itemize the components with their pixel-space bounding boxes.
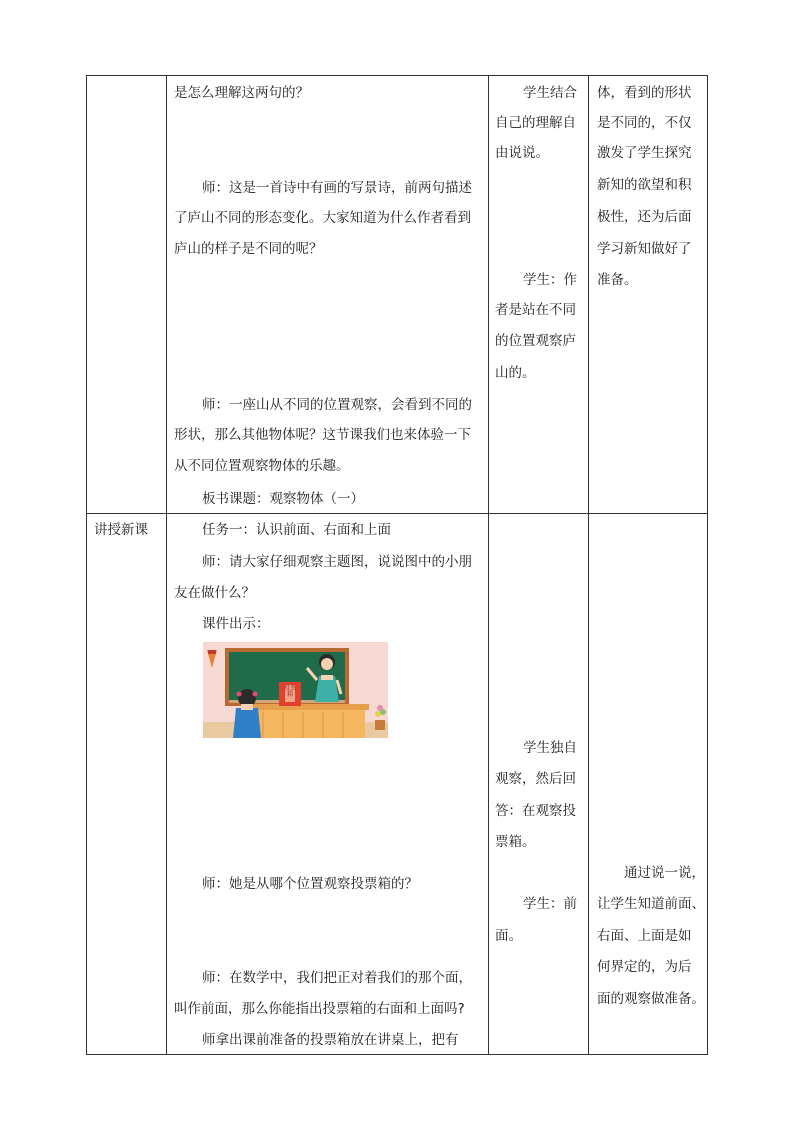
row1-student-line: 自己的理解自: [495, 115, 576, 131]
row1-student-line: 的位置观察庐: [495, 333, 576, 349]
row1-intent-line: 是不同的，不仅: [597, 115, 692, 131]
row1-text-line: 板书课题：观察物体（一）: [202, 491, 364, 507]
row1-text-line: 是怎么理解这两句的？: [174, 85, 309, 101]
section-label: 讲授新课: [94, 522, 148, 538]
row1-intent-line: 新知的欲望和积: [597, 177, 692, 193]
row1-student-line: 山的。: [495, 365, 536, 381]
row1-text-line: 师：一座山从不同的位置观察，会看到不同的: [202, 397, 472, 413]
row2-intent-line: 让学生知道前面、: [597, 896, 705, 912]
row1-text-line: 庐山的样子是不同的呢？: [174, 241, 323, 257]
table-border-bottom: [86, 1054, 707, 1055]
row2-student-line: 答：在观察投: [495, 803, 576, 819]
row1-text-line: 了庐山不同的形态变化。大家知道为什么作者看到: [174, 210, 471, 226]
row2-intent-line: 何界定的，为后: [597, 959, 692, 975]
row1-student-line: 学生结合: [523, 85, 577, 101]
row2-student-line: 观察，然后回: [495, 771, 576, 787]
row2-text-line: 师：请大家仔细观察主题图，说说图中的小朋: [202, 554, 472, 570]
row2-intent-line: 右面、上面是如: [597, 928, 692, 944]
table-border-right: [707, 75, 708, 1055]
row2-text-line: 师：她是从哪个位置观察投票箱的？: [202, 876, 418, 892]
row2-text-line: 叫作前面，那么你能指出投票箱的右面和上面吗?: [174, 1001, 465, 1017]
row1-student-line: 由说说。: [495, 145, 549, 161]
row2-intent-line: 面的观察做准备。: [597, 991, 705, 1007]
row2-text-line: 师：在数学中，我们把正对着我们的那个面，: [202, 970, 472, 986]
row1-intent-line: 体，看到的形状: [597, 85, 692, 101]
row1-student-line: 学生：作: [523, 272, 577, 288]
table-border-col3: [588, 75, 589, 1055]
row2-student-line: 票箱。: [495, 834, 536, 850]
ballot-box-label: 投票箱: [283, 685, 296, 698]
table-border-left: [86, 75, 87, 1055]
row1-text-line: 形状，那么其他物体呢？这节课我们也来体验一下: [174, 427, 471, 443]
row2-text-line: 师拿出课前准备的投票箱放在讲桌上，把有: [202, 1032, 459, 1048]
row2-text-line: 任务一：认识前面、右面和上面: [202, 522, 391, 538]
row2-text-line: 课件出示：: [202, 616, 270, 632]
row1-student-line: 者是站在不同: [495, 302, 576, 318]
row2-text-line: 友在做什么？: [174, 585, 255, 601]
row2-intent-line: 通过说一说，: [624, 865, 705, 881]
row1-text-line: 从不同位置观察物体的乐趣。: [174, 458, 350, 474]
row1-intent-line: 学习新知做好了: [597, 241, 692, 257]
table-border-col2: [488, 75, 489, 1055]
table-row-divider: [86, 513, 707, 514]
row2-student-line: 学生独自: [523, 740, 577, 756]
row1-intent-line: 激发了学生探究: [597, 145, 692, 161]
row2-student-line: 学生：前: [523, 896, 577, 912]
row2-student-line: 面。: [495, 928, 522, 944]
table-border-top: [86, 75, 707, 76]
table-border-col1: [166, 75, 167, 1055]
classroom-illustration: [203, 642, 388, 738]
row1-intent-line: 极性，还为后面: [597, 209, 692, 225]
row1-text-line: 师：这是一首诗中有画的写景诗，前两句描述: [202, 180, 472, 196]
row1-intent-line: 准备。: [597, 272, 638, 288]
